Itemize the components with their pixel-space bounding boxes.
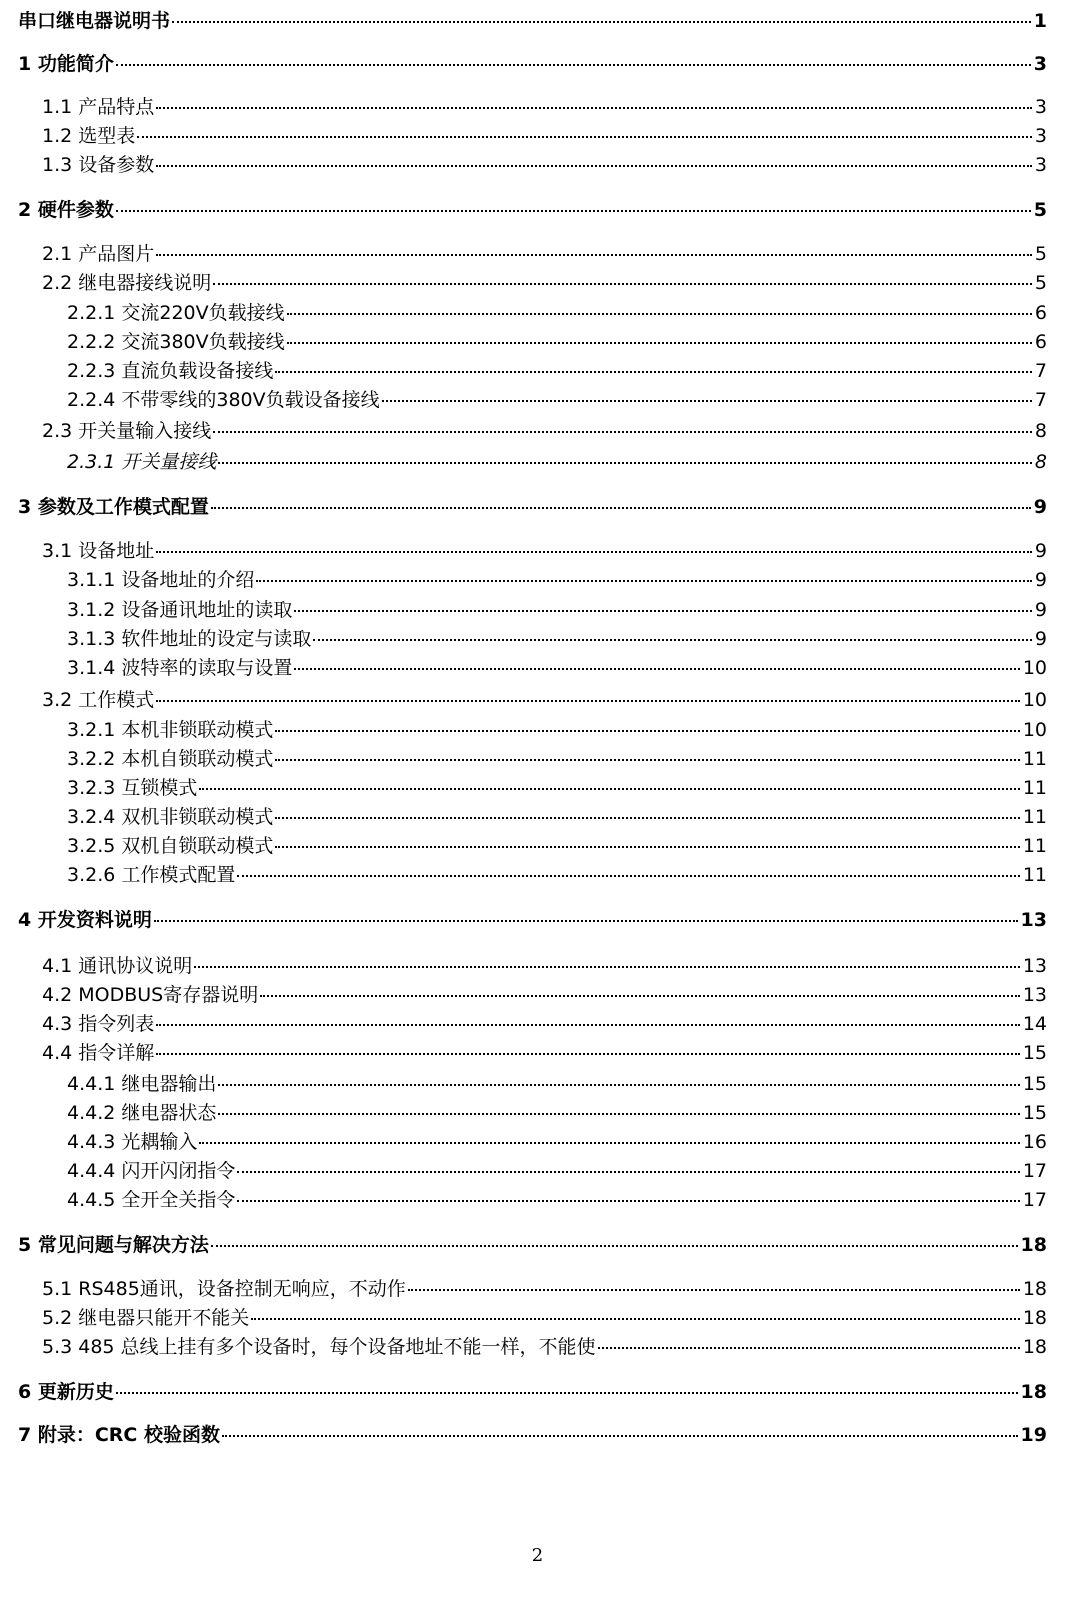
toc-entry-label: 2.2 继电器接线说明	[42, 272, 212, 294]
dot-leader	[598, 1346, 1020, 1349]
toc-entry-label: 1.2 选型表	[42, 125, 136, 147]
toc-entry-label: 3.1 设备地址	[42, 540, 155, 562]
toc-entry-page: 9	[1034, 628, 1047, 650]
toc-entry-page: 8	[1034, 451, 1047, 473]
dot-leader	[275, 816, 1019, 819]
toc-entry-page: 11	[1022, 777, 1047, 799]
toc-entry[interactable]	[42, 1042, 1047, 1064]
toc-entry-label: 3.1.4 波特率的读取与设置	[67, 657, 293, 679]
toc-entry-page: 5	[1034, 243, 1047, 265]
dot-leader	[287, 312, 1032, 315]
toc-entry-page: 11	[1022, 864, 1047, 886]
toc-entry[interactable]	[18, 909, 1047, 931]
toc-entry-label: 1 功能简介	[18, 53, 114, 75]
toc-entry[interactable]	[42, 1013, 1047, 1035]
dot-leader	[116, 63, 1031, 66]
toc-entry[interactable]	[67, 389, 1047, 411]
toc-entry[interactable]	[67, 628, 1047, 650]
toc-entry-label: 2.1 产品图片	[42, 243, 155, 265]
toc-entry-label: 3.2.3 互锁模式	[67, 777, 198, 799]
toc-entry-page: 8	[1034, 420, 1047, 442]
toc-entry[interactable]	[67, 1073, 1047, 1095]
toc-entry[interactable]	[67, 748, 1047, 770]
dot-leader	[218, 1112, 1019, 1115]
dot-leader	[251, 1317, 1020, 1320]
dot-leader	[408, 1288, 1020, 1291]
toc-entry-page: 7	[1034, 389, 1047, 411]
dot-leader	[313, 638, 1032, 641]
dot-leader	[237, 1199, 1019, 1202]
toc-entry-label: 5.1 RS485通讯，设备控制无响应，不动作	[42, 1278, 406, 1300]
toc-entry-page: 3	[1034, 154, 1047, 176]
toc-entry[interactable]	[67, 1102, 1047, 1124]
toc-entry-page: 13	[1022, 984, 1047, 1006]
toc-entry[interactable]	[18, 1424, 1047, 1446]
toc-entry-label: 4.4.1 继电器输出	[67, 1073, 217, 1095]
toc-entry-label: 2.2.3 直流负载设备接线	[67, 360, 274, 382]
toc-entry[interactable]	[67, 451, 1047, 473]
dot-leader	[237, 874, 1019, 877]
dot-leader	[218, 1083, 1019, 1086]
toc-entry-label: 3.2 工作模式	[42, 689, 155, 711]
dot-leader	[156, 164, 1032, 167]
toc-entry-page: 17	[1022, 1160, 1047, 1182]
toc-entry-label: 4.1 通讯协议说明	[42, 955, 193, 977]
toc-entry-page: 18	[1022, 1278, 1047, 1300]
toc-entry-label: 3.1.3 软件地址的设定与读取	[67, 628, 312, 650]
toc-entry-label: 1.1 产品特点	[42, 96, 155, 118]
toc-entry-page: 9	[1034, 540, 1047, 562]
dot-leader	[116, 1391, 1018, 1394]
dot-leader	[294, 609, 1032, 612]
toc-entry[interactable]	[42, 689, 1047, 711]
dot-leader	[222, 1434, 1018, 1437]
toc-entry-page: 11	[1022, 748, 1047, 770]
toc-entry[interactable]	[67, 657, 1047, 679]
toc-entry-label: 3.1.2 设备通讯地址的读取	[67, 599, 293, 621]
toc-entry-page: 3	[1034, 125, 1047, 147]
page-number: 2	[531, 1545, 544, 1566]
dot-leader	[260, 994, 1020, 997]
dot-leader	[218, 461, 1032, 464]
toc-entry-label: 2.3 开关量输入接线	[42, 420, 212, 442]
dot-leader	[237, 1170, 1019, 1173]
toc-entry-label: 串口继电器说明书	[18, 10, 171, 32]
dot-leader	[382, 399, 1032, 402]
dot-leader	[172, 20, 1031, 23]
toc-entry[interactable]	[18, 199, 1047, 221]
dot-leader	[275, 370, 1032, 373]
toc-entry-page: 15	[1022, 1042, 1047, 1064]
toc-entry-label: 4.2 MODBUS寄存器说明	[42, 984, 259, 1006]
toc-entry-page: 6	[1034, 302, 1047, 324]
toc-entry-label: 2.3.1 开关量接线	[67, 451, 217, 473]
toc-entry[interactable]	[67, 835, 1047, 857]
toc-entry[interactable]	[67, 302, 1047, 324]
dot-leader	[156, 699, 1020, 702]
toc-entry[interactable]	[67, 1131, 1047, 1153]
toc-entry[interactable]	[42, 1307, 1047, 1329]
toc-entry[interactable]	[18, 496, 1047, 518]
toc-entry-label: 3 参数及工作模式配置	[18, 496, 209, 518]
toc-entry-page: 18	[1020, 1234, 1047, 1256]
toc-entry-label: 3.2.1 本机非锁联动模式	[67, 719, 274, 741]
toc-entry-page: 9	[1034, 569, 1047, 591]
toc-entry-label: 1.3 设备参数	[42, 154, 155, 176]
toc-entry-page: 18	[1022, 1336, 1047, 1358]
toc-entry-label: 4.3 指令列表	[42, 1013, 155, 1035]
toc-entry-label: 2 硬件参数	[18, 199, 114, 221]
toc-entry[interactable]	[42, 540, 1047, 562]
toc-entry-page: 16	[1022, 1131, 1047, 1153]
toc-entry-page: 9	[1034, 599, 1047, 621]
toc-entry-page: 14	[1022, 1013, 1047, 1035]
toc-entry-label: 4.4.3 光耦输入	[67, 1131, 198, 1153]
toc-entry[interactable]	[42, 96, 1047, 118]
dot-leader	[213, 430, 1032, 433]
toc-entry-label: 2.2.2 交流380V负载接线	[67, 331, 285, 353]
dot-leader	[256, 579, 1032, 582]
toc-entry[interactable]	[42, 984, 1047, 1006]
dot-leader	[137, 135, 1032, 138]
toc-entry-page: 5	[1034, 272, 1047, 294]
toc-entry-label: 6 更新历史	[18, 1381, 114, 1403]
toc-entry-page: 10	[1022, 719, 1047, 741]
toc-entry-page: 13	[1020, 909, 1047, 931]
toc-entry-label: 5.2 继电器只能开不能关	[42, 1307, 250, 1329]
toc-entry[interactable]	[67, 360, 1047, 382]
toc-entry[interactable]	[67, 806, 1047, 828]
toc-entry-label: 5 常见问题与解决方法	[18, 1234, 209, 1256]
dot-leader	[275, 845, 1019, 848]
dot-leader	[154, 919, 1018, 922]
toc-entry-label: 3.2.6 工作模式配置	[67, 864, 236, 886]
toc-entry-label: 4.4 指令详解	[42, 1042, 155, 1064]
dot-leader	[156, 1052, 1020, 1055]
toc-entry-page: 11	[1022, 806, 1047, 828]
toc-entry-label: 4.4.5 全开全关指令	[67, 1189, 236, 1211]
toc-entry[interactable]	[42, 420, 1047, 442]
dot-leader	[211, 1244, 1018, 1247]
toc-entry[interactable]	[42, 154, 1047, 176]
toc-entry-page: 1	[1033, 10, 1047, 32]
toc-entry-page: 10	[1022, 689, 1047, 711]
dot-leader	[199, 787, 1019, 790]
toc-entry-page: 13	[1022, 955, 1047, 977]
toc-entry-page: 3	[1033, 53, 1047, 75]
toc-entry-page: 6	[1034, 331, 1047, 353]
toc-entry[interactable]	[67, 719, 1047, 741]
dot-leader	[275, 758, 1019, 761]
toc-entry-page: 10	[1022, 657, 1047, 679]
toc-entry[interactable]	[67, 777, 1047, 799]
toc-entry[interactable]	[67, 864, 1047, 886]
dot-leader	[294, 667, 1019, 670]
toc-entry[interactable]	[67, 599, 1047, 621]
toc-entry-page: 3	[1034, 96, 1047, 118]
dot-leader	[116, 209, 1031, 212]
dot-leader	[275, 729, 1019, 732]
toc-entry[interactable]	[18, 1234, 1047, 1256]
toc-entry-page: 5	[1033, 199, 1047, 221]
toc-entry-page: 7	[1034, 360, 1047, 382]
toc-entry[interactable]	[42, 272, 1047, 294]
toc-entry[interactable]	[67, 331, 1047, 353]
dot-leader	[287, 341, 1032, 344]
toc-entry[interactable]	[67, 1160, 1047, 1182]
toc-entry-page: 17	[1022, 1189, 1047, 1211]
toc-entry-label: 2.2.4 不带零线的380V负载设备接线	[67, 389, 380, 411]
toc-entry-label: 3.2.2 本机自锁联动模式	[67, 748, 274, 770]
toc-entry[interactable]	[18, 53, 1047, 75]
toc-entry-page: 15	[1022, 1102, 1047, 1124]
toc-entry-page: 19	[1020, 1424, 1047, 1446]
toc-entry[interactable]	[18, 1381, 1047, 1403]
toc-entry[interactable]	[42, 243, 1047, 265]
toc-entry-label: 3.2.4 双机非锁联动模式	[67, 806, 274, 828]
dot-leader	[156, 253, 1032, 256]
toc-entry[interactable]	[42, 1336, 1047, 1358]
toc-entry-label: 2.2.1 交流220V负载接线	[67, 302, 285, 324]
toc-entry[interactable]	[42, 955, 1047, 977]
toc-entry[interactable]	[67, 1189, 1047, 1211]
toc-entry-page: 11	[1022, 835, 1047, 857]
toc-entry-label: 3.1.1 设备地址的介绍	[67, 569, 255, 591]
toc-entry-label: 7 附录：CRC 校验函数	[18, 1424, 220, 1446]
toc-entry-page: 15	[1022, 1073, 1047, 1095]
toc-entry[interactable]	[42, 125, 1047, 147]
toc-entry-label: 4 开发资料说明	[18, 909, 152, 931]
dot-leader	[156, 550, 1032, 553]
dot-leader	[156, 106, 1032, 109]
toc-entry-label: 5.3 485 总线上挂有多个设备时，每个设备地址不能一样，不能使	[42, 1336, 596, 1358]
toc-entry-page: 18	[1020, 1381, 1047, 1403]
dot-leader	[194, 965, 1020, 968]
toc-entry-page: 9	[1033, 496, 1047, 518]
toc-entry-label: 3.2.5 双机自锁联动模式	[67, 835, 274, 857]
toc-entry[interactable]	[42, 1278, 1047, 1300]
toc-entry-page: 18	[1022, 1307, 1047, 1329]
toc-entry-label: 4.4.2 继电器状态	[67, 1102, 217, 1124]
toc-entry-label: 4.4.4 闪开闪闭指令	[67, 1160, 236, 1182]
dot-leader	[156, 1023, 1020, 1026]
toc-entry[interactable]	[67, 569, 1047, 591]
dot-leader	[213, 282, 1032, 285]
dot-leader	[199, 1141, 1019, 1144]
toc-entry[interactable]	[18, 10, 1047, 32]
dot-leader	[211, 506, 1031, 509]
